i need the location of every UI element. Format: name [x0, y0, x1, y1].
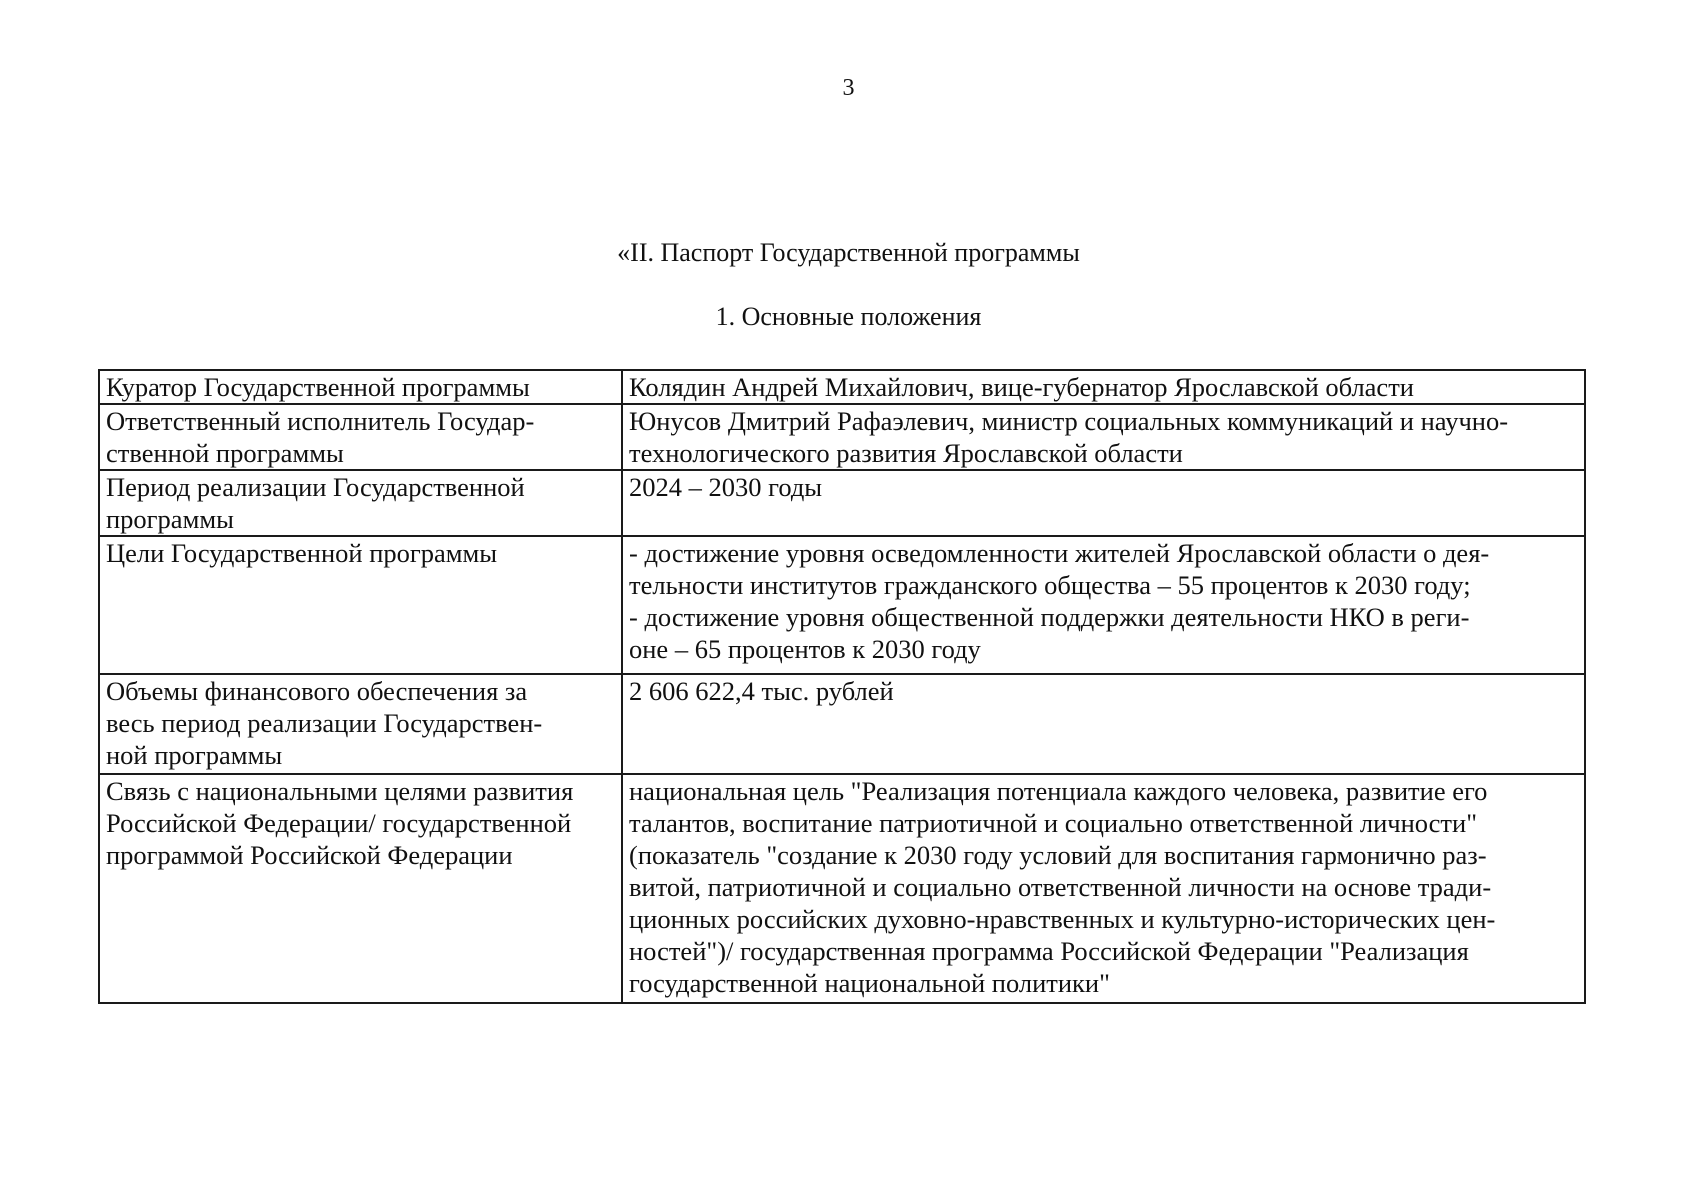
row-value-line: 2 606 622,4 тыс. рублей — [629, 676, 894, 706]
row-value-line: национальная цель "Реализация потенциала каждого человека, развитие его — [629, 776, 1488, 806]
table-row-funding — [99, 674, 1585, 774]
row-label-line: ной программы — [106, 740, 283, 770]
page-number: 3 — [842, 75, 855, 101]
row-label-line: программой Российской Федерации — [106, 840, 513, 870]
table-row-responsible-executor — [99, 404, 1585, 470]
row-value-line: тельности институтов гражданского общества – 55 процентов к 2030 году; — [629, 570, 1471, 600]
row-label-cell — [99, 536, 622, 674]
row-value-cell — [622, 774, 1585, 1003]
row-value-line: государственной национальной политики" — [629, 968, 1110, 998]
row-label-cell — [99, 674, 622, 774]
row-label-line: Объемы финансового обеспечения за — [106, 676, 528, 706]
row-value-line: Юнусов Дмитрий Рафаэлевич, министр социальных коммуникаций и научно- — [629, 406, 1509, 436]
row-value-line: ционных российских духовно-нравственных и культурно-исторических цен- — [629, 904, 1496, 934]
subsection-title: 1. Основные положения — [715, 302, 982, 331]
row-value-cell — [622, 404, 1585, 470]
row-label-line: Ответственный исполнитель Государ- — [106, 406, 535, 436]
table-row-curator — [99, 370, 1585, 404]
row-label-line: программы — [106, 504, 234, 534]
row-label-cell — [99, 470, 622, 536]
row-value-cell — [622, 674, 1585, 774]
row-label-line: Период реализации Государственной — [106, 472, 525, 502]
row-value-cell — [622, 536, 1585, 674]
row-label-line: Связь с национальными целями развития — [106, 776, 574, 806]
row-label-line: весь период реализации Государствен- — [106, 708, 543, 738]
section-title: «II. Паспорт Государственной программы — [617, 238, 1080, 267]
row-value-cell — [622, 470, 1585, 536]
row-value-line: (показатель "создание к 2030 году условий для воспитания гармонично раз- — [629, 840, 1487, 870]
row-value-line: Колядин Андрей Михайлович, вице-губернатор Ярославской области — [629, 372, 1414, 402]
row-label-line: Куратор Государственной программы — [106, 372, 530, 402]
row-value-line: оне – 65 процентов к 2030 году — [629, 634, 981, 664]
table-row-national-goals-link — [99, 774, 1585, 1003]
program-passport-table — [98, 369, 1586, 1004]
table-row-period — [99, 470, 1585, 536]
row-label-cell — [99, 774, 622, 1003]
row-value-line: 2024 – 2030 годы — [629, 472, 823, 502]
row-value-line: - достижение уровня общественной поддержки деятельности НКО в реги- — [629, 602, 1470, 632]
row-value-line: витой, патриотичной и социально ответственной личности на основе тради- — [629, 872, 1492, 902]
row-label-cell — [99, 370, 622, 404]
row-label-line: Российской Федерации/ государственной — [106, 808, 572, 838]
row-label-cell — [99, 404, 622, 470]
row-value-line: технологического развития Ярославской области — [629, 438, 1183, 468]
row-label-line: ственной программы — [106, 438, 344, 468]
row-value-cell — [622, 370, 1585, 404]
row-label-line: Цели Государственной программы — [106, 538, 498, 568]
row-value-line: талантов, воспитание патриотичной и социально ответственной личности" — [629, 808, 1478, 838]
row-value-line: ностей")/ государственная программа Российской Федерации "Реализация — [629, 936, 1469, 966]
row-value-line: - достижение уровня осведомленности жителей Ярославской области о дея- — [629, 538, 1490, 568]
table-row-goals — [99, 536, 1585, 674]
